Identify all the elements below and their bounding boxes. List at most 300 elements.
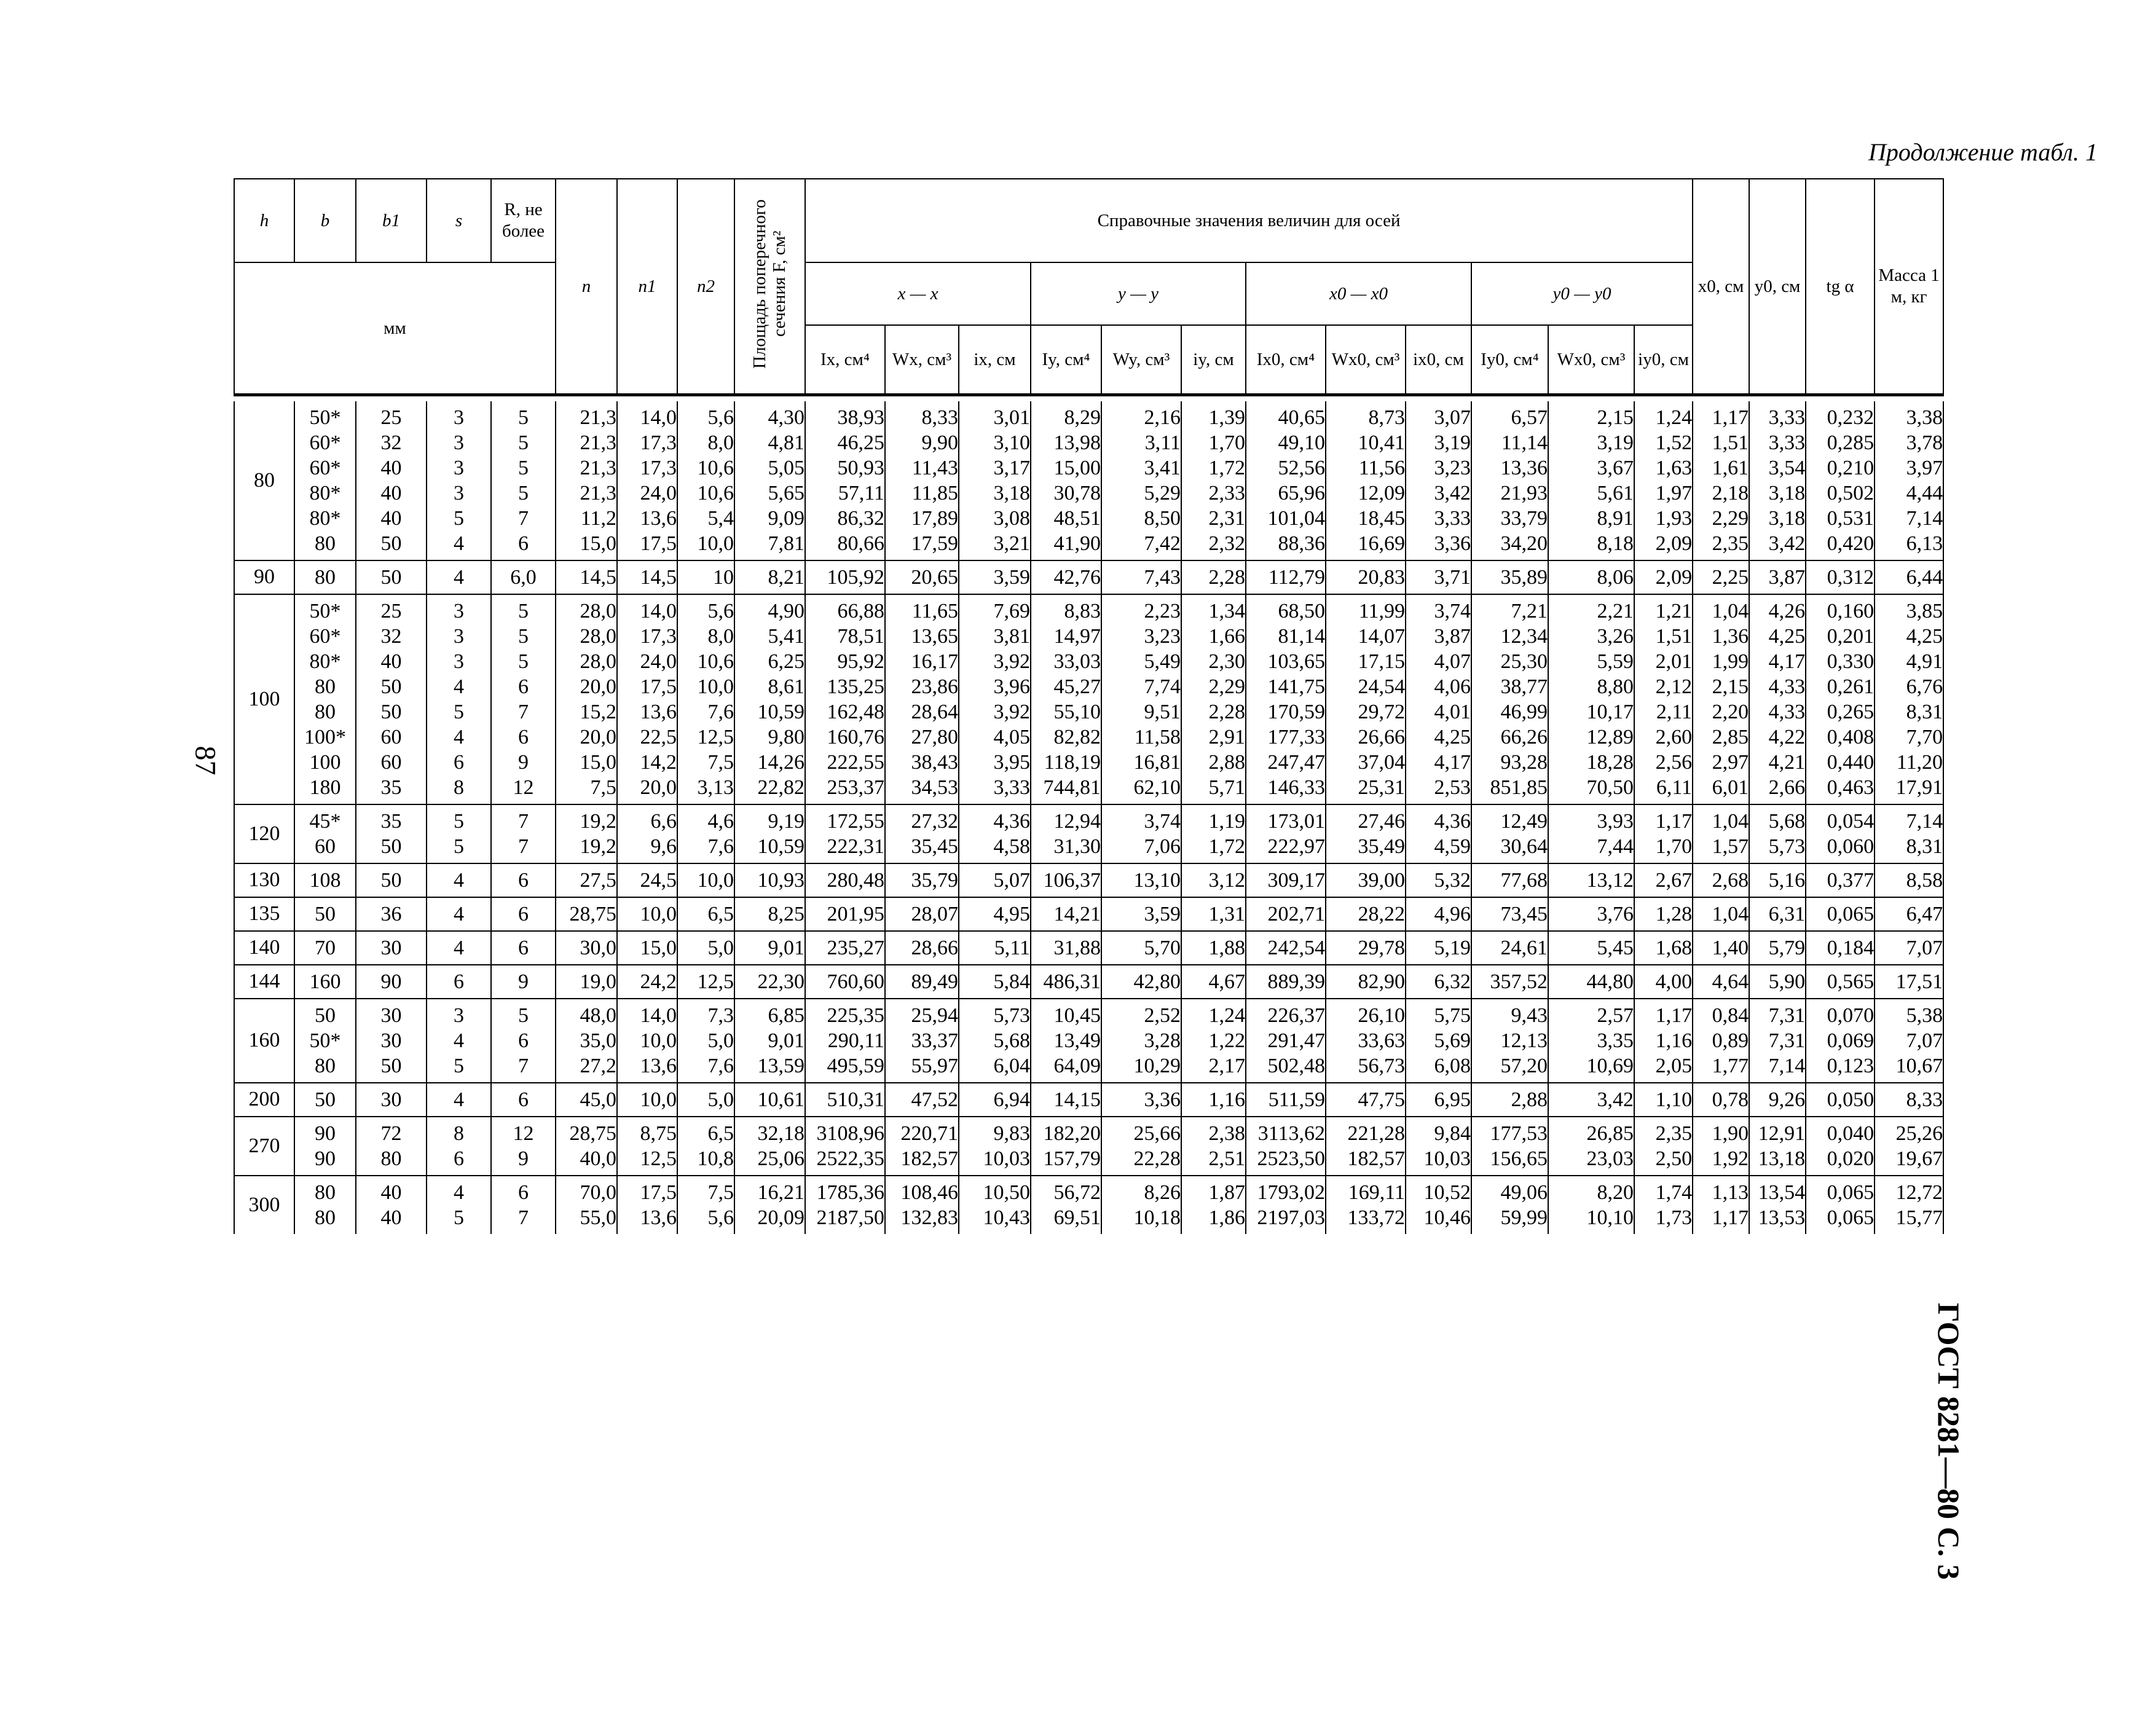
cell-value: 5,11 <box>994 937 1030 959</box>
cell-value: 20,0 <box>580 726 616 749</box>
cell-value: 8,33 <box>1906 1088 1943 1111</box>
cell-column-22 <box>1693 965 1749 999</box>
header-wx: Wx, см³ <box>885 325 959 395</box>
cell-value: 50 <box>315 903 336 925</box>
cell-value: 30,64 <box>1500 835 1548 858</box>
cell-value: 70,50 <box>1586 776 1634 799</box>
cell-value: 2,15 <box>1712 675 1749 698</box>
cell-column-2 <box>294 401 356 560</box>
cell-value: 3,92 <box>993 701 1030 723</box>
cell-value: 20,65 <box>911 566 958 589</box>
cell-column-3 <box>356 1083 427 1117</box>
cell-value: 3113,62 <box>1257 1122 1325 1145</box>
cell-value: 70 <box>315 937 336 959</box>
cell-value: 2,01 <box>1655 650 1693 673</box>
cell-value: 1,68 <box>1655 937 1693 959</box>
cell-value: 5,29 <box>1144 482 1181 505</box>
cell-value: 28,66 <box>911 937 958 959</box>
cell-column-17 <box>1326 1117 1406 1176</box>
cell-value: 5,16 <box>1768 869 1806 892</box>
cell-column-21 <box>1634 931 1693 965</box>
cell-value: 1,70 <box>1655 835 1693 858</box>
cell-column-13 <box>1031 897 1101 931</box>
cell-value: 1,87 <box>1208 1181 1245 1204</box>
cell-column-12 <box>959 560 1031 594</box>
cell-column-10 <box>805 999 885 1083</box>
cell-value: 60 <box>380 726 402 749</box>
cell-value: 3,23 <box>1144 625 1181 648</box>
cell-column-19 <box>1471 1176 1548 1234</box>
cell-column-15 <box>1181 804 1246 863</box>
cell-column-10 <box>805 897 885 931</box>
header-n2: n2 <box>677 179 734 395</box>
cell-column-20 <box>1548 594 1634 804</box>
cell-value: 35 <box>380 810 402 833</box>
cell-column-14 <box>1101 1083 1181 1117</box>
cell-column-20 <box>1548 1176 1634 1234</box>
cell-value: 180 <box>309 776 341 799</box>
cell-column-6 <box>556 1176 617 1234</box>
cell-value: 6,94 <box>993 1088 1030 1111</box>
cell-value: 14,21 <box>1053 903 1101 925</box>
cell-column-12 <box>959 965 1031 999</box>
cell-value: 3,08 <box>993 507 1030 530</box>
cell-value: 9 <box>518 970 529 993</box>
cell-value: 38,77 <box>1500 675 1548 698</box>
cell-value: 60* <box>309 431 341 454</box>
cell-value: 6,0 <box>510 566 537 589</box>
cell-value: 7 <box>518 701 529 723</box>
cell-value: 0,565 <box>1827 970 1875 993</box>
cell-value: 10,41 <box>1358 431 1405 454</box>
cell-value: 2,52 <box>1144 1004 1181 1027</box>
cell-value: 7,14 <box>1768 1055 1806 1077</box>
cell-value: 2,33 <box>1208 482 1245 505</box>
cell-value: 0,463 <box>1827 776 1875 799</box>
cell-column-23 <box>1749 560 1806 594</box>
cell-column-25 <box>1875 863 1943 897</box>
cell-value: 2,66 <box>1768 776 1806 799</box>
cell-value: 15,00 <box>1053 457 1101 479</box>
cell-value: 21,3 <box>580 457 616 479</box>
cell-value: 2,31 <box>1208 507 1245 530</box>
header-reference-values: Справочные значения величин для осей <box>805 179 1693 262</box>
cell-column-18 <box>1406 931 1471 965</box>
cell-value: 8,31 <box>1906 835 1943 858</box>
cell-value: 24,54 <box>1358 675 1405 698</box>
cell-column-3 <box>356 401 427 560</box>
cell-column-14 <box>1101 931 1181 965</box>
cell-column-16 <box>1246 999 1326 1083</box>
cell-value: 3 <box>454 431 464 454</box>
cell-value: 4,17 <box>1768 650 1806 673</box>
cell-value: 5 <box>518 482 529 505</box>
cell-column-14 <box>1101 897 1181 931</box>
cell-value: 50 <box>380 1055 402 1077</box>
cell-value: 6,25 <box>768 650 805 673</box>
cell-value: 13,98 <box>1053 431 1101 454</box>
cell-value: 7,69 <box>993 600 1030 623</box>
cell-value: 46,99 <box>1500 701 1548 723</box>
cell-value: 2,51 <box>1208 1147 1245 1170</box>
cell-value: 1,24 <box>1208 1004 1245 1027</box>
cell-value: 170,59 <box>1267 701 1325 723</box>
cell-value: 3108,96 <box>816 1122 884 1145</box>
cell-value: 27,80 <box>911 726 958 749</box>
cell-value: 36 <box>380 903 402 925</box>
cell-column-11 <box>885 897 959 931</box>
cell-value: 26,66 <box>1358 726 1405 749</box>
cell-value: 30,78 <box>1053 482 1101 505</box>
cell-value: 17,51 <box>1895 970 1943 993</box>
cell-value: 15,0 <box>580 532 616 555</box>
cell-column-21 <box>1634 560 1693 594</box>
cell-column-11 <box>885 999 959 1083</box>
cell-value: 16,81 <box>1133 751 1181 774</box>
cell-value: 14,97 <box>1053 625 1101 648</box>
cell-value: 169,11 <box>1348 1181 1405 1204</box>
cell-value: 2,97 <box>1712 751 1749 774</box>
cell-value: 95,92 <box>837 650 884 673</box>
cell-value: 3,74 <box>1144 810 1181 833</box>
cell-value: 4,44 <box>1906 482 1943 505</box>
cell-value: 7,70 <box>1906 726 1943 749</box>
cell-value: 3,01 <box>993 406 1030 429</box>
cell-value: 9,90 <box>921 431 958 454</box>
cell-value: 3,19 <box>1434 431 1471 454</box>
cell-value: 18,45 <box>1358 507 1405 530</box>
cell-column-15 <box>1181 999 1246 1083</box>
cell-value: 2,21 <box>1597 600 1634 623</box>
cell-column-10 <box>805 1176 885 1234</box>
cell-column-10 <box>805 965 885 999</box>
cell-column-20 <box>1548 1083 1634 1117</box>
cell-value: 2,35 <box>1712 532 1749 555</box>
header-n: n <box>556 179 617 395</box>
cell-value: 1,88 <box>1208 937 1245 959</box>
cell-value: 7,6 <box>707 1055 734 1077</box>
cell-value: 13,6 <box>640 1206 677 1229</box>
cell-value: 1,39 <box>1208 406 1245 429</box>
cell-value: 4,00 <box>1655 970 1693 993</box>
cell-column-8 <box>677 804 734 863</box>
cell-value: 90 <box>380 970 402 993</box>
cell-column-22 <box>1693 1083 1749 1117</box>
cell-value: 16,21 <box>757 1181 805 1204</box>
cell-column-22 <box>1693 401 1749 560</box>
cell-value: 24,0 <box>640 650 677 673</box>
cell-value: 4 <box>454 1029 464 1052</box>
cell-value: 32 <box>380 431 402 454</box>
cell-value: 17,3 <box>640 625 677 648</box>
cell-column-13 <box>1031 594 1101 804</box>
cell-column-14 <box>1101 1176 1181 1234</box>
cell-column-23 <box>1749 999 1806 1083</box>
cell-column-6 <box>556 401 617 560</box>
cell-value: 28,0 <box>580 650 616 673</box>
cell-column-11 <box>885 594 959 804</box>
cell-value: 10,52 <box>1423 1181 1471 1204</box>
cell-column-2 <box>294 999 356 1083</box>
cell-value: 108 <box>309 869 341 892</box>
cell-value: 0,060 <box>1827 835 1875 858</box>
cell-value: 80 <box>380 1147 402 1170</box>
cell-value: 19,67 <box>1895 1147 1943 1170</box>
cell-value: 31,88 <box>1053 937 1101 959</box>
profile-table <box>234 178 1944 1234</box>
cell-value: 182,57 <box>1347 1147 1405 1170</box>
cell-value: 3,33 <box>1768 431 1806 454</box>
cell-value: 32 <box>380 625 402 648</box>
cell-value: 1,66 <box>1208 625 1245 648</box>
cell-value: 760,60 <box>827 970 884 993</box>
cell-value: 33,37 <box>911 1029 958 1052</box>
cell-value: 27,46 <box>1358 810 1405 833</box>
cell-value: 6,04 <box>993 1055 1030 1077</box>
cell-value: 59,99 <box>1500 1206 1548 1229</box>
cell-value: 7,3 <box>707 1004 734 1027</box>
header-n1: n1 <box>617 179 677 395</box>
cell-value: 6,6 <box>650 810 677 833</box>
cell-value: 2,32 <box>1208 532 1245 555</box>
cell-column-24 <box>1806 804 1875 863</box>
cell-column-13 <box>1031 1083 1101 1117</box>
cell-column-20 <box>1548 863 1634 897</box>
cell-column-17 <box>1326 999 1406 1083</box>
cell-value: 35,79 <box>911 869 958 892</box>
cell-column-15 <box>1181 1117 1246 1176</box>
cell-column-3 <box>356 931 427 965</box>
cell-value: 16,69 <box>1358 532 1405 555</box>
cell-value: 2,20 <box>1712 701 1749 723</box>
cell-value: 8,26 <box>1144 1181 1181 1204</box>
cell-value: 50 <box>380 869 402 892</box>
cell-value: 3,18 <box>1768 482 1806 505</box>
cell-value: 44,80 <box>1586 970 1634 993</box>
cell-column-11 <box>885 560 959 594</box>
cell-value: 8,73 <box>1368 406 1405 429</box>
cell-value: 50 <box>315 1004 336 1027</box>
cell-value: 510,31 <box>827 1088 884 1111</box>
cell-value: 3,35 <box>1597 1029 1634 1052</box>
cell-value: 4,07 <box>1434 650 1471 673</box>
cell-value: 9 <box>518 751 529 774</box>
cell-value: 10,45 <box>1053 1004 1101 1027</box>
cell-value: 160,76 <box>827 726 884 749</box>
cell-value: 10,18 <box>1133 1206 1181 1229</box>
cell-value: 0,070 <box>1827 1004 1875 1027</box>
cell-value: 40,0 <box>580 1147 616 1170</box>
cell-value: 2,23 <box>1144 600 1181 623</box>
cell-value: 72 <box>380 1122 402 1145</box>
cell-value: 11,85 <box>911 482 958 505</box>
table-header <box>234 179 1943 395</box>
cell-value: 0,232 <box>1827 406 1875 429</box>
cell-value: 108,46 <box>900 1181 958 1204</box>
cell-value: 160 <box>309 970 341 993</box>
header-x0: x0, см <box>1693 179 1749 395</box>
cell-value: 10,0 <box>640 1088 677 1111</box>
cell-value: 2523,50 <box>1257 1147 1325 1170</box>
cell-column-13 <box>1031 863 1101 897</box>
cell-column-8 <box>677 1117 734 1176</box>
header-iy-radius: iy, см <box>1181 325 1246 395</box>
cell-column-6 <box>556 1083 617 1117</box>
cell-value: 2,30 <box>1208 650 1245 673</box>
cell-value: 357,52 <box>1490 970 1548 993</box>
cell-value: 2,09 <box>1655 566 1693 589</box>
cell-column-11 <box>885 1117 959 1176</box>
cell-value: 1,90 <box>1712 1122 1749 1145</box>
cell-column-5 <box>491 965 556 999</box>
cell-value: 10,6 <box>697 650 734 673</box>
cell-column-17 <box>1326 965 1406 999</box>
cell-value: 1,77 <box>1712 1055 1749 1077</box>
cell-value: 2,15 <box>1597 406 1634 429</box>
cell-value: 0,069 <box>1827 1029 1875 1052</box>
cell-column-24 <box>1806 931 1875 965</box>
cell-value: 7 <box>518 835 529 858</box>
cell-value: 1,74 <box>1655 1181 1693 1204</box>
cell-column-25 <box>1875 999 1943 1083</box>
header-wy: Wy, см³ <box>1101 325 1181 395</box>
cell-value: 1,63 <box>1655 457 1693 479</box>
cell-value: 29,72 <box>1358 701 1405 723</box>
cell-value: 5,6 <box>707 600 734 623</box>
cell-value: 1,22 <box>1208 1029 1245 1052</box>
cell-column-16 <box>1246 1083 1326 1117</box>
cell-value: 4,36 <box>993 810 1030 833</box>
cell-value: 177,33 <box>1267 726 1325 749</box>
cell-value: 1,97 <box>1655 482 1693 505</box>
cell-value: 162,48 <box>827 701 884 723</box>
cell-column-5 <box>491 1083 556 1117</box>
cell-value: 5,71 <box>1208 776 1245 799</box>
cell-column-22 <box>1693 1117 1749 1176</box>
cell-column-10 <box>805 931 885 965</box>
cell-h: 270 <box>234 1117 294 1176</box>
cell-value: 8,25 <box>768 903 805 925</box>
cell-value: 3,67 <box>1597 457 1634 479</box>
cell-value: 1,72 <box>1208 835 1245 858</box>
cell-column-13 <box>1031 931 1101 965</box>
cell-column-5 <box>491 594 556 804</box>
cell-value: 1,13 <box>1712 1181 1749 1204</box>
cell-value: 6,5 <box>707 903 734 925</box>
cell-column-8 <box>677 897 734 931</box>
cell-column-12 <box>959 1176 1031 1234</box>
cell-value: 118,19 <box>1044 751 1101 774</box>
cell-column-19 <box>1471 1117 1548 1176</box>
cell-value: 4,21 <box>1768 751 1806 774</box>
cell-value: 10,17 <box>1586 701 1634 723</box>
cell-value: 7,31 <box>1768 1004 1806 1027</box>
cell-column-17 <box>1326 804 1406 863</box>
cell-value: 9,6 <box>650 835 677 858</box>
cell-column-19 <box>1471 401 1548 560</box>
cell-column-14 <box>1101 965 1181 999</box>
cell-value: 11,65 <box>911 600 958 623</box>
cell-value: 4,64 <box>1712 970 1749 993</box>
header-h: h <box>234 179 294 262</box>
cell-value: 7,06 <box>1144 835 1181 858</box>
cell-value: 10,0 <box>697 869 734 892</box>
cell-value: 10,67 <box>1895 1055 1943 1077</box>
cell-value: 7,5 <box>590 776 616 799</box>
cell-value: 28,75 <box>569 903 616 925</box>
cell-column-9 <box>734 965 805 999</box>
cell-column-25 <box>1875 1176 1943 1234</box>
header-area: Площадь поперечного сечения F, см² <box>734 179 805 395</box>
cell-value: 20,09 <box>757 1206 805 1229</box>
cell-column-4 <box>427 863 491 897</box>
cell-value: 5 <box>518 625 529 648</box>
cell-value: 12,91 <box>1758 1122 1806 1145</box>
cell-value: 22,28 <box>1133 1147 1181 1170</box>
cell-column-9 <box>734 401 805 560</box>
cell-value: 13,59 <box>757 1055 805 1077</box>
cell-value: 17,15 <box>1358 650 1405 673</box>
cell-value: 1,19 <box>1208 810 1245 833</box>
cell-value: 42,80 <box>1133 970 1181 993</box>
cell-value: 14,07 <box>1358 625 1405 648</box>
cell-value: 62,10 <box>1133 776 1181 799</box>
cell-value: 80 <box>315 1181 336 1204</box>
cell-column-2 <box>294 965 356 999</box>
cell-column-3 <box>356 1117 427 1176</box>
cell-value: 30 <box>380 1029 402 1052</box>
cell-value: 0,377 <box>1827 869 1875 892</box>
cell-column-14 <box>1101 863 1181 897</box>
cell-column-18 <box>1406 1083 1471 1117</box>
cell-h: 100 <box>234 594 294 804</box>
cell-value: 5 <box>454 1055 464 1077</box>
cell-value: 10,8 <box>697 1147 734 1170</box>
cell-column-9 <box>734 931 805 965</box>
cell-column-6 <box>556 594 617 804</box>
cell-value: 50 <box>315 1088 336 1111</box>
cell-value: 13,49 <box>1053 1029 1101 1052</box>
cell-value: 5,68 <box>993 1029 1030 1052</box>
cell-column-11 <box>885 1176 959 1234</box>
cell-column-8 <box>677 1083 734 1117</box>
cell-column-24 <box>1806 1083 1875 1117</box>
cell-value: 64,09 <box>1053 1055 1101 1077</box>
cell-value: 502,48 <box>1267 1055 1325 1077</box>
cell-value: 27,2 <box>580 1055 616 1077</box>
cell-value: 4,25 <box>1434 726 1471 749</box>
table-continuation-label: Продолжение табл. 1 <box>1868 138 2098 166</box>
cell-column-10 <box>805 401 885 560</box>
cell-value: 8,91 <box>1597 507 1634 530</box>
cell-value: 22,5 <box>640 726 677 749</box>
cell-value: 2,17 <box>1208 1055 1245 1077</box>
cell-h: 135 <box>234 897 294 931</box>
cell-value: 66,26 <box>1500 726 1548 749</box>
cell-column-17 <box>1326 931 1406 965</box>
cell-value: 5 <box>518 1004 529 1027</box>
cell-value: 9,01 <box>768 937 805 959</box>
cell-column-21 <box>1634 401 1693 560</box>
cell-column-3 <box>356 594 427 804</box>
cell-value: 11,20 <box>1896 751 1943 774</box>
cell-value: 2,29 <box>1208 675 1245 698</box>
cell-value: 49,10 <box>1278 431 1325 454</box>
cell-value: 225,35 <box>827 1004 884 1027</box>
cell-value: 1,04 <box>1712 903 1749 925</box>
cell-value: 11,99 <box>1358 600 1405 623</box>
cell-value: 6 <box>454 1147 464 1170</box>
